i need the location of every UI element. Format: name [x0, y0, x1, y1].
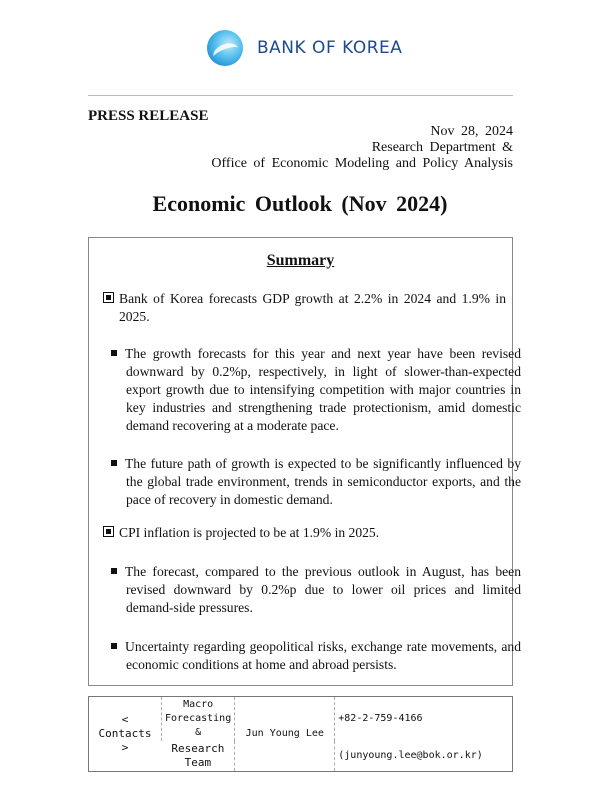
department: Research Department &	[371, 140, 513, 155]
bank-of-korea-logo	[207, 30, 402, 66]
divider	[88, 95, 513, 96]
contact-phone: +82-2-759-4166	[335, 697, 513, 742]
release-meta	[211, 124, 513, 172]
point-text: Bank of Korea forecasts GDP growth at 2.2% in 2024 and 1.9% in 2025.	[119, 291, 506, 324]
team-line-2: Research Team	[171, 742, 225, 769]
boxed-square-bullet-icon	[103, 526, 114, 537]
summary-heading: Summary	[266, 252, 335, 269]
contact-name: Jun Young Lee	[235, 697, 335, 772]
boxed-square-bullet-icon	[103, 292, 114, 303]
team-line-1: Macro Forecasting &	[162, 697, 235, 742]
contact-email[interactable]: (junyoung.lee@bok.or.kr)	[335, 741, 513, 772]
office: Office of Economic Modeling and Policy Analysis	[211, 156, 513, 171]
square-bullet-icon	[111, 643, 117, 649]
square-bullet-icon	[111, 350, 117, 356]
release-date: Nov 28, 2024	[430, 124, 513, 139]
square-bullet-icon	[111, 460, 117, 466]
sub-point-text: Uncertainty regarding geopolitical risks, exchange rate movements, and economic conditions at home and abroad persists.	[125, 639, 521, 672]
point-text: CPI inflation is projected to be at 1.9% in 2025.	[119, 525, 380, 540]
contacts-table	[88, 696, 513, 772]
sub-point	[111, 455, 521, 509]
press-release-label: PRESS RELEASE	[88, 108, 209, 124]
sub-point-text: The forecast, compared to the previous outlook in August, has been revised downward by 0.2%p due to lower oil prices and limited demand-side pressures.	[125, 564, 521, 615]
summary-point	[103, 290, 506, 326]
sub-point-text: The future path of growth is expected to be significantly influenced by the global trade environment, trends in semiconductor exports, and the pace of recovery in domestic demand.	[125, 456, 521, 507]
contacts-label: < Contacts >	[98, 713, 152, 754]
sub-point-text: The growth forecasts for this year and next year have been revised downward by 0.2%p, respectively, in light of slower-than-expected export growth due to intensifying competition with major countries in key industries and strengthening trade protectionism, amid domestic demand recovering at a moderate pace.	[125, 346, 521, 433]
logo-emblem-icon	[207, 30, 243, 66]
square-bullet-icon	[111, 568, 117, 574]
sub-point	[111, 345, 521, 435]
page-title: Economic Outlook (Nov 2024)	[152, 191, 448, 216]
sub-point	[111, 563, 521, 617]
sub-point	[111, 638, 521, 674]
logo-text: BANK OF KOREA	[257, 38, 403, 58]
summary-point	[103, 524, 506, 542]
summary-box	[88, 237, 521, 686]
